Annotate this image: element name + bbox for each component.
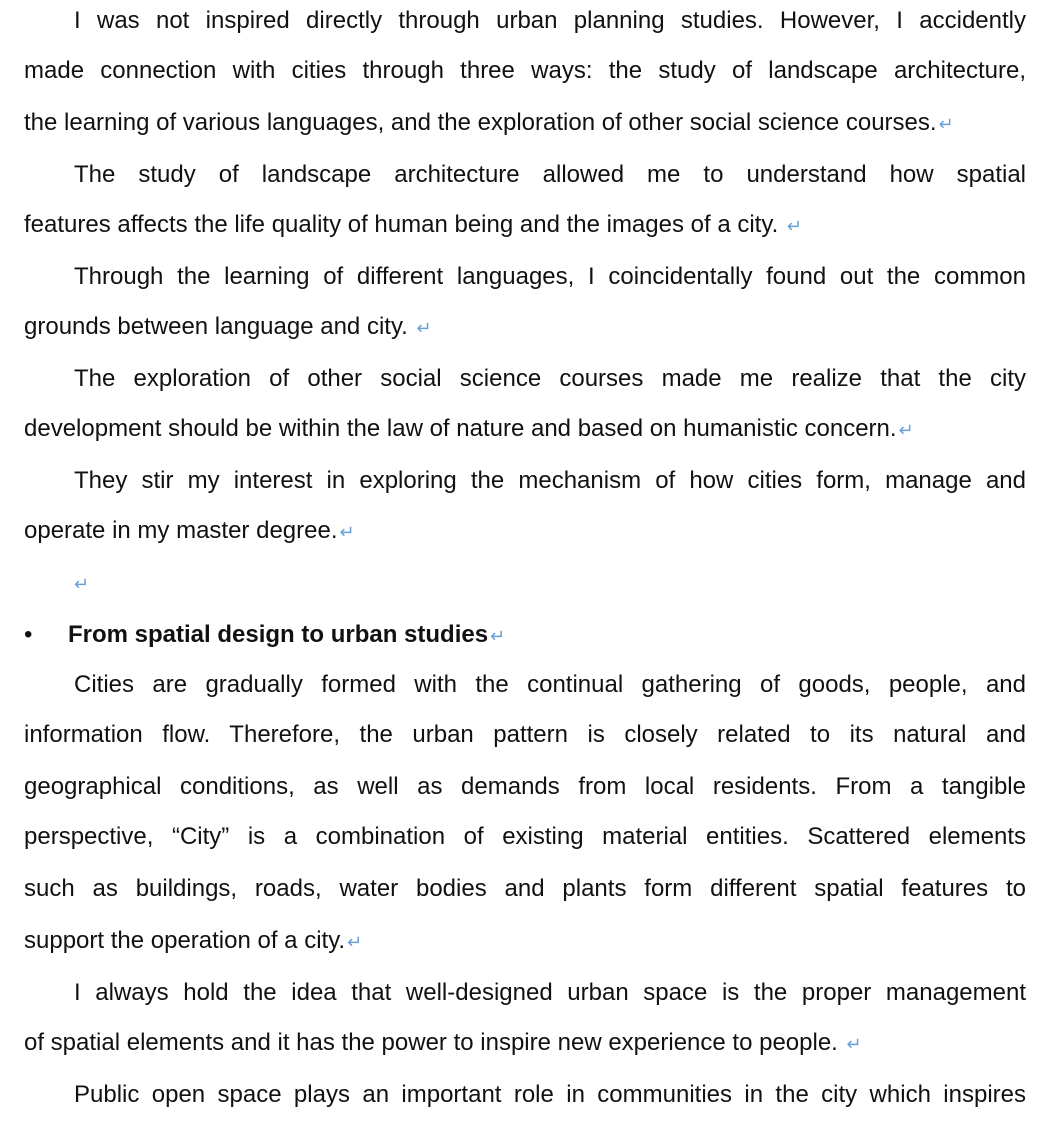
text-line: I was not inspired directly through urban planning studies. However, I accidently [74,7,1026,34]
text-line: features affects the life quality of human being and the images of a city. ↵ [24,211,802,238]
paragraph-mark-icon: ↵ [416,318,432,338]
paragraph-mark-icon: ↵ [490,626,506,646]
paragraph-mark-icon: ↵ [786,216,802,236]
text-line: of spatial elements and it has the power to inspire new experience to people. ↵ [24,1029,862,1056]
text-line: They stir my interest in exploring the mechanism of how cities form, manage and [74,467,1026,494]
text-line: the learning of various languages, and the exploration of other social science courses. ↵ [24,109,954,136]
text-line: Through the learning of different languages, I coincidentally found out the common [74,263,1026,290]
text-line: The exploration of other social science courses made me realize that the city [74,365,1026,392]
paragraph-mark-icon: ↵ [347,932,363,952]
text-line: The study of landscape architecture allowed me to understand how spatial [74,161,1026,188]
empty-line [72,568,89,598]
text-line: Cities are gradually formed with the continual gathering of goods, people, and [74,671,1026,698]
paragraph-mark-icon: ↵ [339,522,355,542]
text-line: Public open space plays an important role in communities in the city which inspires [74,1081,1026,1108]
paragraph-mark-icon: ↵ [846,1034,862,1054]
paragraph-mark-icon: ↵ [74,574,90,594]
text-line: grounds between language and city. ↵ [24,313,432,340]
text-line: operate in my master degree. ↵ [24,517,355,544]
paragraph-mark-icon: ↵ [938,114,954,134]
text-line: support the operation of a city. ↵ [24,927,363,954]
text-line: made connection with cities through three ways: the study of landscape architecture, [24,57,1026,84]
text-line: geographical conditions, as well as demands from local residents. From a tangible [24,773,1026,800]
text-line: information flow. Therefore, the urban pattern is closely related to its natural and [24,721,1026,748]
bullet-icon: • [24,621,33,648]
text-line: I always hold the idea that well-designed urban space is the proper management [74,979,1026,1006]
text-line: development should be within the law of nature and based on humanistic concern. ↵ [24,415,914,442]
text-line: perspective, “City” is a combination of existing material entities. Scattered elements [24,823,1026,850]
paragraph-mark-icon: ↵ [898,420,914,440]
text-line: such as buildings, roads, water bodies and plants form different spatial features to [24,875,1026,902]
heading-text: From spatial design to urban studies ↵ [68,621,506,648]
